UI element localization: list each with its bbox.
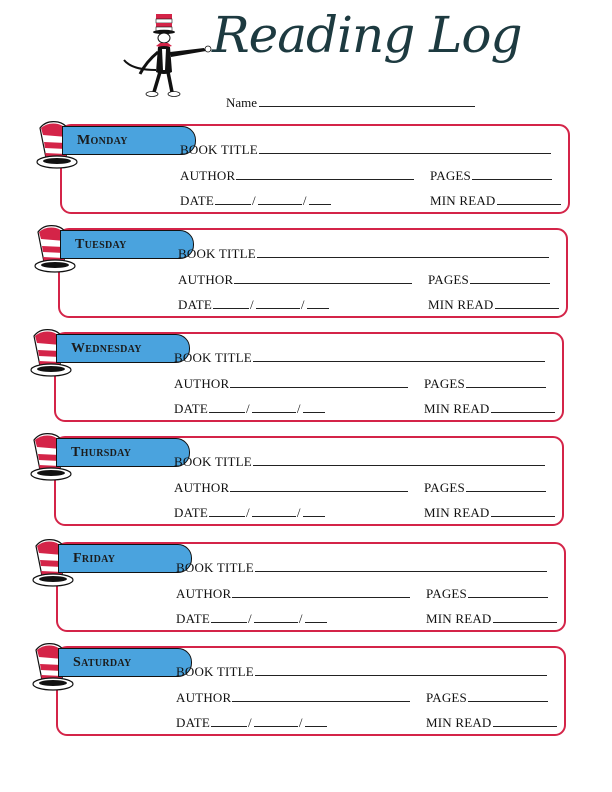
pages-field[interactable] [430, 168, 552, 184]
day-section [32, 124, 570, 214]
author-field[interactable] [174, 376, 408, 392]
name-label: Name [226, 95, 258, 110]
pages-label: PAGES [426, 586, 467, 601]
min-read-label: MIN READ [424, 505, 490, 520]
date-day-blank[interactable] [252, 402, 296, 413]
page-header [0, 0, 612, 118]
day-label: Tuesday [75, 237, 127, 252]
pages-field[interactable] [426, 690, 548, 706]
pages-field[interactable] [424, 480, 546, 496]
pages-field[interactable] [424, 376, 546, 392]
date-separator: / [252, 193, 256, 208]
date-separator: / [248, 715, 252, 730]
day-label-tab [56, 334, 190, 363]
pages-blank[interactable] [468, 587, 548, 598]
book-title-field[interactable] [176, 560, 547, 576]
day-section [26, 332, 564, 422]
book-title-field[interactable] [180, 142, 551, 158]
day-label: Saturday [73, 655, 132, 670]
date-day-blank[interactable] [256, 298, 300, 309]
min-read-blank[interactable] [495, 298, 559, 309]
min-read-label: MIN READ [428, 297, 494, 312]
day-label: Wednesday [71, 341, 142, 356]
cat-in-the-hat-icon [118, 12, 214, 98]
pages-blank[interactable] [472, 169, 552, 180]
date-month-blank[interactable] [211, 716, 247, 727]
book-title-label: BOOK TITLE [180, 142, 258, 157]
date-separator: / [246, 401, 250, 416]
date-field[interactable] [176, 611, 327, 627]
author-blank[interactable] [232, 691, 410, 702]
pages-blank[interactable] [468, 691, 548, 702]
date-year-blank[interactable] [307, 298, 329, 309]
min-read-blank[interactable] [497, 194, 561, 205]
date-separator: / [300, 297, 305, 312]
min-read-label: MIN READ [424, 401, 490, 416]
min-read-blank[interactable] [491, 402, 555, 413]
pages-field[interactable] [426, 586, 548, 602]
pages-label: PAGES [424, 376, 465, 391]
min-read-label: MIN READ [426, 611, 492, 626]
day-label-tab [60, 230, 194, 259]
book-title-label: BOOK TITLE [174, 454, 252, 469]
date-field[interactable] [178, 297, 329, 313]
book-title-blank[interactable] [255, 665, 547, 676]
day-section [28, 542, 566, 632]
book-title-label: BOOK TITLE [174, 350, 252, 365]
author-field[interactable] [180, 168, 414, 184]
date-label: DATE [176, 611, 211, 626]
name-field[interactable] [226, 95, 475, 111]
author-label: AUTHOR [176, 586, 232, 601]
author-label: AUTHOR [178, 272, 234, 287]
date-label: DATE [174, 401, 209, 416]
date-day-blank[interactable] [254, 612, 298, 623]
min-read-blank[interactable] [493, 612, 557, 623]
date-field[interactable] [174, 401, 325, 417]
date-label: DATE [176, 715, 211, 730]
min-read-field[interactable] [424, 505, 555, 521]
author-label: AUTHOR [180, 168, 236, 183]
date-label: DATE [174, 505, 209, 520]
author-blank[interactable] [232, 587, 410, 598]
date-separator: / [298, 611, 303, 626]
day-section [28, 646, 566, 736]
author-label: AUTHOR [174, 480, 230, 495]
book-title-blank[interactable] [255, 561, 547, 572]
min-read-field[interactable] [426, 715, 557, 731]
day-label: Friday [73, 551, 116, 566]
book-title-field[interactable] [174, 350, 545, 366]
book-title-field[interactable] [174, 454, 545, 470]
author-blank[interactable] [230, 481, 408, 492]
author-field[interactable] [176, 690, 410, 706]
date-separator: / [298, 715, 303, 730]
date-year-blank[interactable] [305, 716, 327, 727]
date-month-blank[interactable] [211, 612, 247, 623]
author-label: AUTHOR [174, 376, 230, 391]
date-field[interactable] [174, 505, 325, 521]
date-separator: / [248, 611, 252, 626]
date-month-blank[interactable] [213, 298, 249, 309]
date-separator: / [296, 505, 301, 520]
author-field[interactable] [178, 272, 412, 288]
date-separator: / [302, 193, 307, 208]
pages-blank[interactable] [466, 377, 546, 388]
min-read-field[interactable] [424, 401, 555, 417]
date-year-blank[interactable] [309, 194, 331, 205]
name-blank[interactable] [259, 96, 475, 107]
date-label: DATE [178, 297, 213, 312]
date-separator: / [246, 505, 250, 520]
book-title-label: BOOK TITLE [178, 246, 256, 261]
book-title-blank[interactable] [257, 247, 549, 258]
min-read-blank[interactable] [493, 716, 557, 727]
pages-blank[interactable] [466, 481, 546, 492]
pages-label: PAGES [430, 168, 471, 183]
author-blank[interactable] [236, 169, 414, 180]
pages-label: PAGES [428, 272, 469, 287]
day-label-tab [58, 544, 192, 573]
book-title-label: BOOK TITLE [176, 560, 254, 575]
date-field[interactable] [176, 715, 327, 731]
day-section [30, 228, 568, 318]
pages-label: PAGES [424, 480, 465, 495]
book-title-blank[interactable] [253, 455, 545, 466]
author-label: AUTHOR [176, 690, 232, 705]
book-title-blank[interactable] [253, 351, 545, 362]
book-title-label: BOOK TITLE [176, 664, 254, 679]
day-label: Monday [77, 133, 128, 148]
min-read-blank[interactable] [491, 506, 555, 517]
page-title: Reading Log [212, 6, 522, 64]
book-title-field[interactable] [178, 246, 549, 262]
date-month-blank[interactable] [209, 402, 245, 413]
day-label-tab [58, 648, 192, 677]
pages-blank[interactable] [470, 273, 550, 284]
pages-field[interactable] [428, 272, 550, 288]
book-title-blank[interactable] [259, 143, 551, 154]
date-day-blank[interactable] [258, 194, 302, 205]
min-read-label: MIN READ [426, 715, 492, 730]
date-day-blank[interactable] [254, 716, 298, 727]
date-year-blank[interactable] [303, 506, 325, 517]
date-year-blank[interactable] [305, 612, 327, 623]
min-read-field[interactable] [428, 297, 559, 313]
date-day-blank[interactable] [252, 506, 296, 517]
min-read-label: MIN READ [430, 193, 496, 208]
date-month-blank[interactable] [209, 506, 245, 517]
date-field[interactable] [180, 193, 331, 209]
author-blank[interactable] [234, 273, 412, 284]
author-blank[interactable] [230, 377, 408, 388]
day-label: Thursday [71, 445, 132, 460]
pages-label: PAGES [426, 690, 467, 705]
author-field[interactable] [176, 586, 410, 602]
date-label: DATE [180, 193, 215, 208]
day-label-tab [56, 438, 190, 467]
day-section [26, 436, 564, 526]
day-label-tab [62, 126, 196, 155]
author-field[interactable] [174, 480, 408, 496]
book-title-field[interactable] [176, 664, 547, 680]
date-separator: / [296, 401, 301, 416]
min-read-field[interactable] [426, 611, 557, 627]
date-year-blank[interactable] [303, 402, 325, 413]
date-separator: / [250, 297, 254, 312]
min-read-field[interactable] [430, 193, 561, 209]
date-month-blank[interactable] [215, 194, 251, 205]
